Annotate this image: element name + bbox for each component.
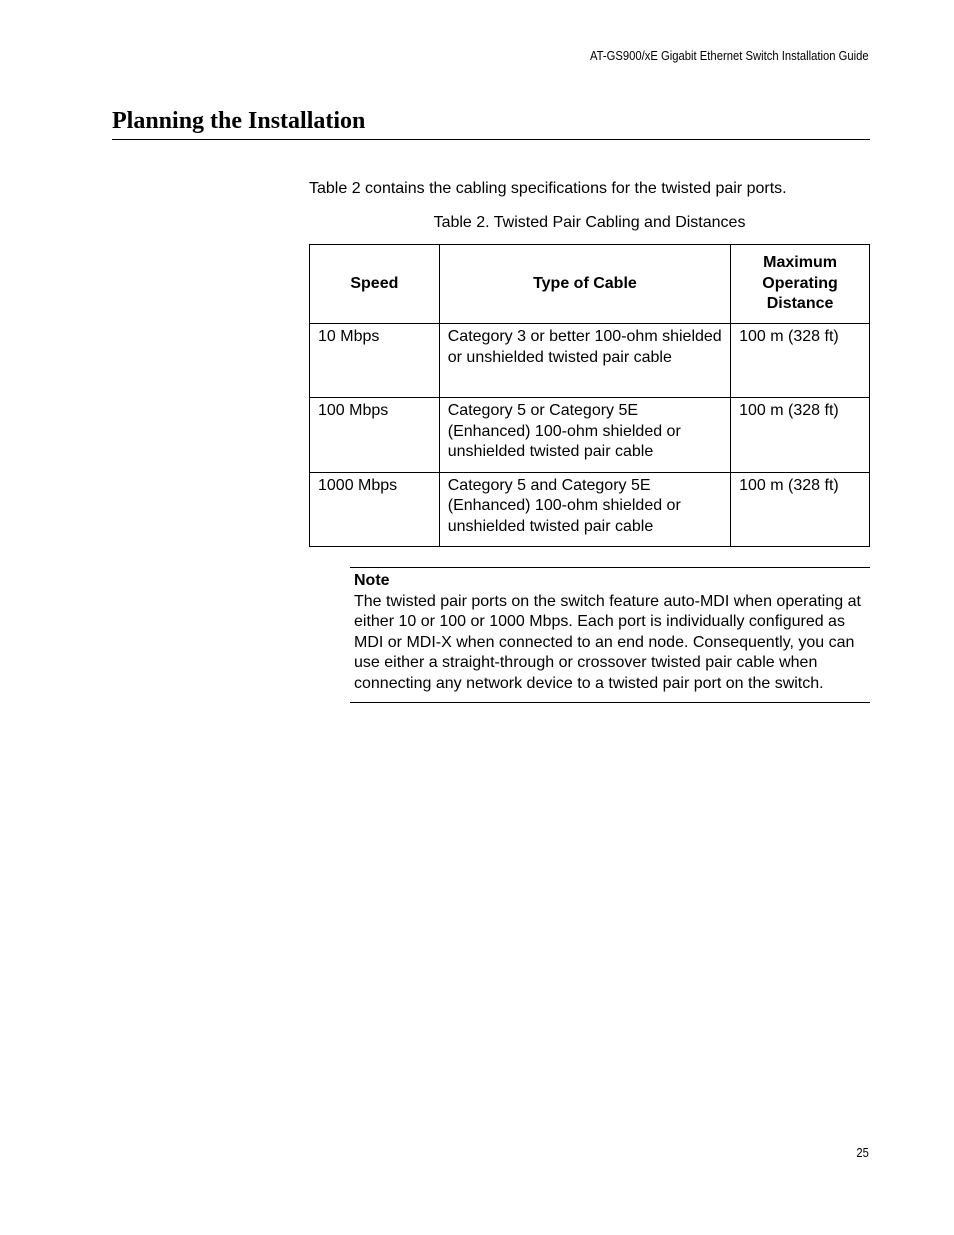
cell-distance: 100 m (328 ft) — [731, 398, 870, 473]
header-max-distance-text: Maximum Operating Distance — [762, 254, 838, 313]
cell-cable-type: Category 5 and Category 5E (Enhanced) 100-ohm shielded or unshielded twisted pair cable — [439, 472, 730, 547]
cell-cable-type: Category 5 or Category 5E (Enhanced) 100-ohm shielded or unshielded twisted pair cable — [439, 398, 730, 473]
cell-speed: 1000 Mbps — [310, 472, 440, 547]
header-speed: Speed — [310, 245, 440, 324]
note-box — [350, 567, 870, 703]
cell-distance: 100 m (328 ft) — [731, 472, 870, 547]
table-header-row — [310, 245, 870, 324]
cell-speed: 10 Mbps — [310, 324, 440, 398]
table-row — [310, 472, 870, 547]
cell-cable-type: Category 3 or better 100-ohm shielded or unshielded twisted pair cable — [439, 324, 730, 398]
page-number: 25 — [856, 1146, 869, 1160]
running-header: AT-GS900/xE Gigabit Ethernet Switch Installation Guide — [590, 49, 869, 63]
section-title: Planning the Installation — [112, 106, 870, 140]
table-row — [310, 398, 870, 473]
cabling-table — [309, 244, 870, 547]
cell-distance: 100 m (328 ft) — [731, 324, 870, 398]
cell-speed: 100 Mbps — [310, 398, 440, 473]
intro-paragraph: Table 2 contains the cabling specifications for the twisted pair ports. — [309, 180, 787, 197]
table-row — [310, 324, 870, 398]
header-max-distance — [731, 245, 870, 324]
note-body: The twisted pair ports on the switch feature auto-MDI when operating at either 10 or 100 or 1000 Mbps. Each port is individually configured as MDI or MDI-X when connected to an end node. Consequently, you can use either a straight-through or crossover twisted pair cable when connecting any network device to a twisted pair port on the switch. — [354, 592, 861, 692]
note-title: Note — [354, 572, 390, 589]
header-cable-type: Type of Cable — [439, 245, 730, 324]
table-caption: Table 2. Twisted Pair Cabling and Distances — [433, 214, 746, 231]
